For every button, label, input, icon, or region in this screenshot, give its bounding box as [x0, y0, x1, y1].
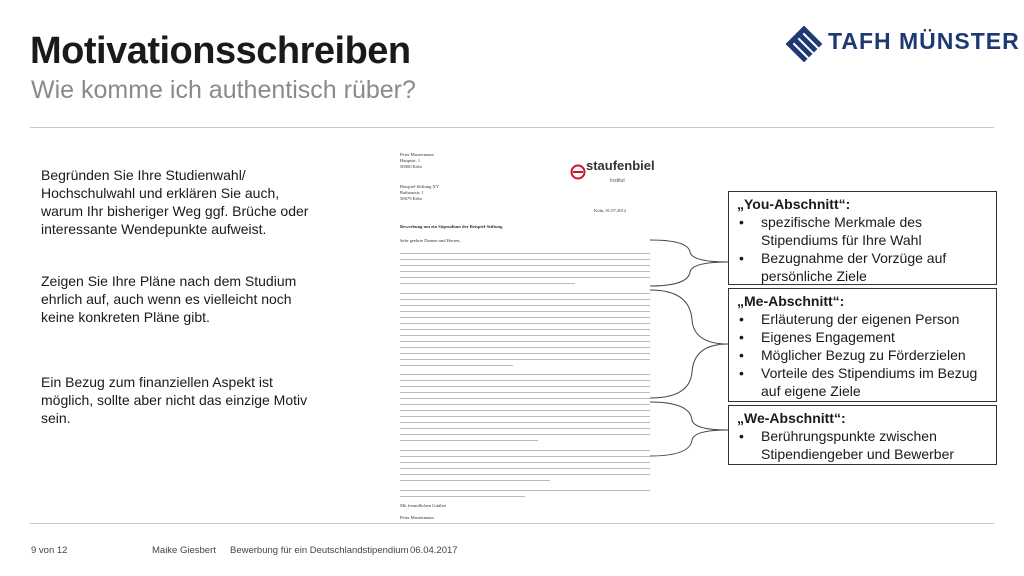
letter-subject: Bewerbung um ein Stipendium der Beispiel-Stiftung	[400, 224, 503, 229]
me-section-box	[728, 288, 997, 402]
letter-sender-name: Peter Mustermann	[400, 152, 434, 157]
bracket-you	[650, 240, 728, 286]
footer-topic: Bewerbung für ein Deutschlandstipendium	[230, 545, 409, 556]
paragraph-financial-aspect: Ein Bezug zum finanziellen Aspekt ist möglich, sollte aber nicht das einzige Motiv sein.	[41, 374, 308, 426]
staufenbiel-logo-text: staufenbiel	[586, 158, 655, 173]
we-section-heading: „We-Abschnitt“:	[737, 410, 846, 426]
me-section-item: • Möglicher Bezug zu Förderzielen	[737, 346, 988, 364]
we-section-item: • Berührungspunkte zwischen Stipendiengeber und Bewerber	[737, 427, 988, 463]
paragraph-study-choice: Begründen Sie Ihre Studienwahl/ Hochschulwahl und erklären Sie auch, warum Ihr bisheriger Weg ggf. Brüche oder interessante Wendepunkte aufweist.	[41, 167, 309, 237]
paragraph-future-plans: Zeigen Sie Ihre Pläne nach dem Studium ehrlich auf, auch wenn es vielleicht noch keine konkreten Pläne gibt.	[41, 273, 297, 325]
footer-date: 06.04.2017	[410, 545, 458, 556]
letter-recipient-city: 50679 Köln	[400, 196, 422, 201]
you-section-item: • spezifische Merkmale des Stipendiums für Ihre Wahl	[737, 213, 988, 249]
we-section-box	[728, 405, 997, 465]
staufenbiel-logo-sub: Institut	[610, 178, 625, 184]
letter-salutation: Sehr geehrte Damen und Herren,	[400, 238, 461, 243]
bracket-we	[650, 402, 728, 456]
letter-signature: Peter Mustermann	[400, 515, 434, 520]
letter-sender-street: Hauptstr. 1	[400, 158, 421, 163]
letter-recipient-street: Rathausstr. 1	[400, 190, 424, 195]
letter-closing: Mit freundlichen Grüßen	[400, 503, 446, 508]
bracket-me	[650, 290, 728, 398]
letter-date: Köln, 01.07.2012	[594, 208, 627, 213]
me-section-heading: „Me-Abschnitt“:	[737, 293, 845, 309]
tafh-logo-text: TAFH MÜNSTER	[828, 28, 1020, 54]
page-title: Motivationsschreiben	[30, 30, 411, 72]
me-section-item: • Erläuterung der eigenen Person	[737, 310, 988, 328]
letter-sender-city: 50000 Köln	[400, 164, 422, 169]
you-section-heading: „You-Abschnitt“:	[737, 196, 851, 212]
letter-recipient-name: Beispiel-Stiftung XY	[400, 184, 440, 189]
footer-author: Maike Giesbert	[152, 545, 216, 556]
page-subtitle: Wie komme ich authentisch rüber?	[31, 76, 416, 104]
footer-page-number: 9 von 12	[31, 545, 68, 556]
you-section-box	[728, 191, 997, 285]
me-section-item: • Vorteile des Stipendiums im Bezug auf eigene Ziele	[737, 364, 988, 400]
me-section-item: • Eigenes Engagement	[737, 328, 988, 346]
you-section-item: • Bezugnahme der Vorzüge auf persönliche Ziele	[737, 249, 988, 285]
